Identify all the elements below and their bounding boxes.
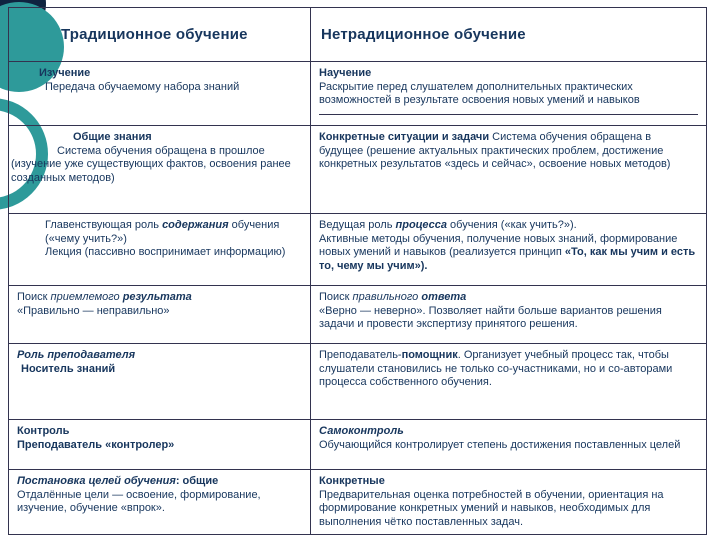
cell-paragraph — [319, 349, 698, 390]
table-row — [9, 470, 707, 535]
table-row — [9, 126, 707, 214]
text-segment: Постановка целей обучения — [17, 475, 176, 487]
text-segment: Конкретные — [319, 475, 385, 487]
table-cell-right — [311, 214, 707, 286]
text-segment: Ведущая роль — [319, 219, 396, 231]
column-header-nontraditional: Нетрадиционное обучение — [311, 8, 707, 62]
cell-paragraph — [319, 131, 698, 172]
cell-paragraph — [319, 291, 698, 305]
cell-paragraph — [17, 349, 302, 363]
table-row — [9, 286, 707, 344]
text-segment: обучения («как учить?»). — [446, 219, 577, 231]
text-segment: «То, как мы учим и есть то, чему мы учим»). — [319, 246, 696, 272]
text-segment: Носитель знаний — [21, 362, 116, 375]
cell-paragraph — [17, 145, 302, 159]
text-segment: Раскрытие перед слушателем дополнительных практических возможностей в результате освоения новых умений и навыков — [319, 80, 640, 107]
cell-paragraph — [17, 305, 302, 319]
text-segment: Конкретные ситуации и задачи — [319, 131, 490, 143]
cell-paragraph — [17, 291, 302, 305]
column-header-traditional: Традиционное обучение — [9, 8, 311, 62]
table-cell-left — [9, 344, 311, 420]
cell-paragraph — [17, 219, 302, 246]
cell-paragraph — [319, 439, 698, 453]
cell-paragraph — [319, 81, 698, 115]
text-segment: процесса — [395, 219, 447, 231]
cell-paragraph — [17, 475, 302, 489]
text-segment: общие — [182, 475, 219, 487]
text-segment: результата — [122, 291, 192, 303]
table-cell-left — [9, 62, 311, 126]
text-segment: «Правильно — неправильно» — [17, 304, 170, 317]
table-row — [9, 420, 707, 470]
text-segment: Преподаватель- — [319, 349, 402, 361]
text-segment: . Организует учебный процесс так, чтобы слушатели становились не только со-участниками, но и со-авторами процесса собственного обучения. — [319, 349, 673, 389]
text-segment: Контроль — [17, 425, 70, 437]
text-segment: содержания — [162, 219, 229, 231]
table-cell-left — [9, 214, 311, 286]
cell-paragraph — [319, 305, 698, 332]
text-segment: Отдалённые цели — освоение, формирование, изучение, обучение «впрок». — [17, 488, 261, 515]
text-segment: Лекция (пассивно воспринимает информацию) — [45, 246, 286, 259]
text-segment: Преподаватель «контролер» — [17, 438, 175, 451]
text-segment: (изучение уже существующих фактов, освоения ранее созданных методов) — [11, 158, 291, 184]
text-segment: Научение — [319, 67, 372, 79]
table-row — [9, 344, 707, 420]
cell-paragraph — [319, 489, 698, 530]
table-cell-right — [311, 470, 707, 535]
text-segment: Активные методы обучения, получение новых знаний, формирование новых умений и навыков (реализуется принцип — [319, 232, 678, 259]
cell-paragraph — [319, 425, 698, 439]
text-segment: помощник — [401, 349, 458, 361]
text-segment: Передача обучаемому набора знаний — [45, 80, 240, 93]
text-segment: обучения («чему учить?») — [45, 219, 280, 245]
text-segment: Изучение — [39, 67, 91, 79]
cell-paragraph — [319, 233, 698, 274]
text-segment: Общие знания — [73, 131, 152, 143]
table-cell-left — [9, 286, 311, 344]
table-cell-right — [311, 62, 707, 126]
table-row — [9, 62, 707, 126]
cell-paragraph — [319, 67, 698, 81]
table-cell-left — [9, 420, 311, 470]
table-cell-right — [311, 126, 707, 214]
text-segment: Роль преподавателя — [17, 349, 136, 361]
cell-paragraph — [17, 489, 302, 516]
cell-paragraph — [319, 475, 698, 489]
cell-paragraph — [17, 246, 302, 260]
text-segment: Поиск — [17, 291, 51, 303]
text-segment: Система обучения обращена в прошлое — [57, 144, 265, 157]
cell-paragraph — [17, 439, 302, 453]
header-row — [9, 8, 707, 62]
cell-paragraph — [17, 425, 302, 439]
table-cell-right — [311, 420, 707, 470]
cell-paragraph — [17, 67, 302, 81]
table-cell-left — [9, 126, 311, 214]
cell-paragraph — [11, 158, 302, 185]
cell-paragraph — [17, 363, 302, 377]
text-segment: ответа — [421, 291, 467, 303]
text-segment: Система обучения обращена в будущее (решение актуальных практических проблем, достижение конкретных результатов «здесь и сейчас», освоение новых методов) — [319, 131, 671, 171]
text-segment: Самоконтроль — [319, 425, 404, 437]
text-segment: Главенствующая роль — [45, 219, 163, 231]
comparison-table — [8, 7, 707, 535]
table-row — [9, 214, 707, 286]
cell-paragraph — [17, 131, 302, 145]
table-cell-right — [311, 286, 707, 344]
cell-paragraph — [17, 81, 302, 95]
text-segment: приемлемого — [50, 291, 123, 303]
text-segment: Предварительная оценка потребностей в обучении, ориентация на формирование конкретных умений и навыков, необходимых для выполнения чётко поставленных задач. — [319, 488, 664, 528]
table-cell-right — [311, 344, 707, 420]
text-segment: правильного — [352, 291, 422, 303]
table-cell-left — [9, 470, 311, 535]
text-segment: Обучающийся контролирует степень достижения поставленных целей — [319, 438, 681, 451]
text-segment: Поиск — [319, 291, 353, 303]
comparison-table-body — [9, 62, 707, 535]
text-segment: «Верно — неверно». Позволяет найти больше вариантов решения задачи и провести экспертизу принятого решения. — [319, 304, 662, 331]
text-segment: : — [175, 475, 183, 487]
cell-paragraph — [319, 219, 698, 233]
